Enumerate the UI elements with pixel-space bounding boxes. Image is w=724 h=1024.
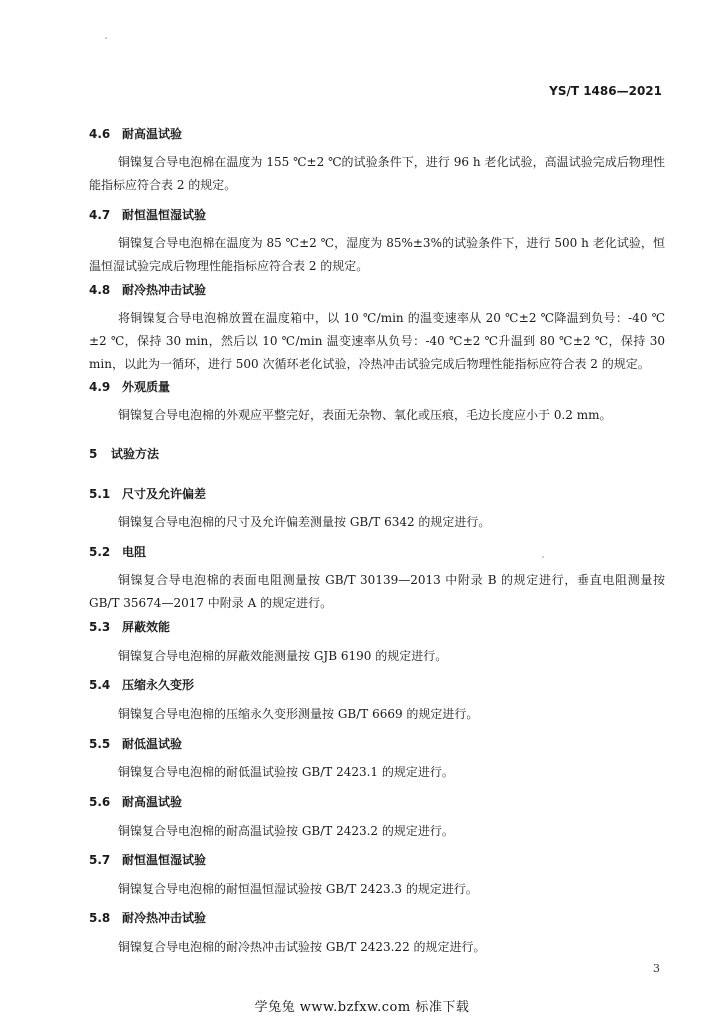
section-heading-5	[89, 445, 159, 462]
section-number: 4.8	[89, 283, 111, 297]
section-body-5-4: 铜镍复合导电泡棉的压缩永久变形测量按 GB/T 6669 的规定进行。	[118, 707, 479, 721]
section-heading-5-8	[89, 909, 206, 926]
scan-speck	[105, 37, 107, 39]
section-body-4-8: 将铜镍复合导电泡棉放置在温度箱中，以 10 ℃/min 的温变速率从 20 ℃±2 ℃降温到负号：-40 ℃±2 ℃，保持 30 min，然后以 10 ℃/min 温变速率从负号：-40 ℃±2 ℃升温到 80 ℃±2 ℃，保持 30 min，以此为一循环，进行 500 次循环老化试验，冷热冲击试验完成后物理性能指标应符合表 2 的规定。	[89, 311, 665, 371]
section-number: 4.9	[89, 380, 111, 394]
section-number: 4.6	[89, 127, 111, 141]
section-title: 耐恒温恒湿试验	[122, 208, 207, 222]
section-number: 5.5	[89, 737, 111, 751]
section-body-5-7: 铜镍复合导电泡棉的耐恒温恒湿试验按 GB/T 2423.3 的规定进行。	[118, 882, 478, 896]
section-number: 5.1	[89, 487, 111, 501]
section-title: 耐高温试验	[122, 127, 183, 141]
section-title: 压缩永久变形	[122, 678, 195, 692]
section-heading-5-3	[89, 618, 170, 635]
section-title: 尺寸及允许偏差	[122, 487, 207, 501]
section-heading-5-6	[89, 793, 182, 810]
section-title: 耐低温试验	[122, 737, 183, 751]
section-body-5-6: 铜镍复合导电泡棉的耐高温试验按 GB/T 2423.2 的规定进行。	[118, 824, 454, 838]
section-number: 5.8	[89, 911, 111, 925]
section-number: 5.7	[89, 853, 111, 867]
section-body-4-6: 铜镍复合导电泡棉在温度为 155 ℃±2 ℃的试验条件下，进行 96 h 老化试验，高温试验完成后物理性能指标应符合表 2 的规定。	[89, 155, 665, 192]
section-title: 耐冷热冲击试验	[122, 283, 207, 297]
section-title: 外观质量	[122, 380, 171, 394]
section-body-5-8: 铜镍复合导电泡棉的耐冷热冲击试验按 GB/T 2423.22 的规定进行。	[118, 940, 486, 954]
section-title: 电阻	[122, 545, 147, 559]
section-title: 试验方法	[111, 447, 160, 461]
scan-speck	[542, 556, 544, 558]
standard-code: YS/T 1486—2021	[549, 84, 662, 98]
section-heading-4-9	[89, 378, 170, 395]
section-heading-4-6	[89, 125, 182, 142]
section-heading-4-8	[89, 281, 206, 298]
section-heading-5-4	[89, 676, 194, 693]
section-body-5-5: 铜镍复合导电泡棉的耐低温试验按 GB/T 2423.1 的规定进行。	[118, 765, 454, 779]
section-heading-5-1	[89, 485, 206, 502]
section-title: 屏蔽效能	[122, 620, 171, 634]
section-title: 耐高温试验	[122, 795, 183, 809]
section-body-5-2: 铜镍复合导电泡棉的表面电阻测量按 GB/T 30139—2013 中附录 B 的规定进行，垂直电阻测量按 GB/T 35674—2017 中附录 A 的规定进行。	[89, 573, 665, 610]
section-body-5-1: 铜镍复合导电泡棉的尺寸及允许偏差测量按 GB/T 6342 的规定进行。	[118, 515, 491, 529]
section-title: 耐恒温恒湿试验	[122, 853, 207, 867]
section-number: 5.4	[89, 678, 111, 692]
section-body-4-9: 铜镍复合导电泡棉的外观应平整完好，表面无杂物、氧化或压痕，毛边长度应小于 0.2 mm。	[118, 408, 612, 422]
section-heading-4-7	[89, 206, 206, 223]
page-number: 3	[653, 962, 660, 975]
section-heading-5-2	[89, 543, 146, 560]
section-number: 5.2	[89, 545, 111, 559]
section-title: 耐冷热冲击试验	[122, 911, 207, 925]
section-heading-5-7	[89, 851, 206, 868]
section-body-5-3: 铜镍复合导电泡棉的屏蔽效能测量按 GJB 6190 的规定进行。	[118, 649, 448, 663]
section-number: 5.3	[89, 620, 111, 634]
section-number: 4.7	[89, 208, 111, 222]
section-body-4-7: 铜镍复合导电泡棉在温度为 85 ℃±2 ℃，湿度为 85%±3%的试验条件下，进行 500 h 老化试验，恒温恒湿试验完成后物理性能指标应符合表 2 的规定。	[89, 236, 665, 273]
section-heading-5-5	[89, 735, 182, 752]
section-number: 5.6	[89, 795, 111, 809]
section-number: 5	[89, 447, 98, 461]
download-footer: 学兔兔 www.bzfxw.com 标准下载	[254, 1000, 470, 1015]
